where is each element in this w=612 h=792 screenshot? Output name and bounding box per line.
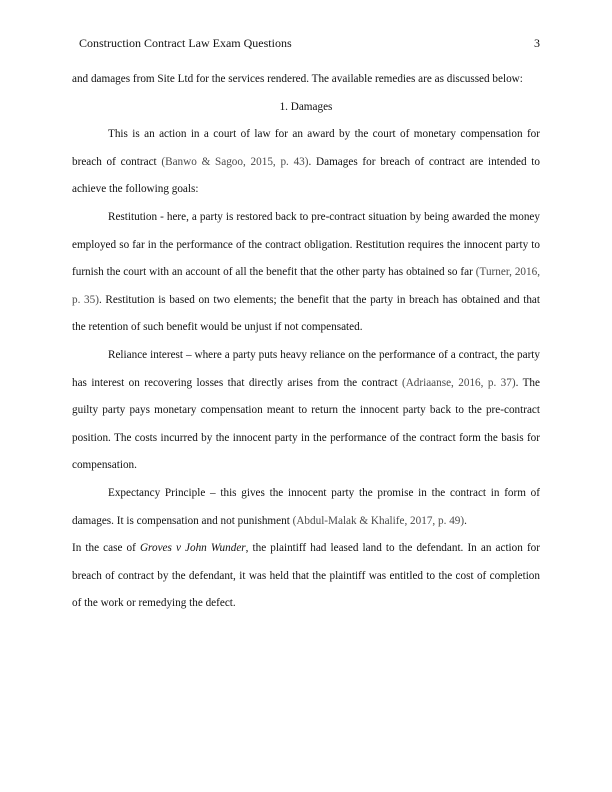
citation: (Turner, 2016, p. 35) <box>72 266 541 306</box>
citation: (Abdul-Malak & Khalife, 2017, p. 49) <box>292 514 465 527</box>
paragraph-damages-definition <box>72 121 540 204</box>
paragraph-text: Restitution - here, a party is restored back to pre-contract situation by being awarded the money employed so far in the performance of the contract obligation. Restitution requires the innocent party to furnish the court with an account of all the benefit that the other party has obtained so far <box>72 210 540 279</box>
case-name: Groves v John Wunder <box>139 542 246 555</box>
citation: (Banwo & Sagoo, 2015, p. 43) <box>161 155 309 168</box>
paragraph-reliance-interest <box>72 342 540 480</box>
paragraph-text: In the case of <box>72 542 140 555</box>
paragraph-text: , the plaintiff had leased land to the defendant. In an action for breach of contract by the defendant, it was held that the plaintiff was entitled to the cost of completion of the work or remedying the defect. <box>72 542 540 610</box>
paragraph-text: This is an action in a court of law for an award by the court of monetary compensation for breach of contract <box>72 128 540 168</box>
paragraph-expectancy-principle <box>72 480 540 535</box>
citation: (Adriaanse, 2016, p. 37) <box>401 376 516 389</box>
section-heading-damages: 1. Damages <box>279 100 333 113</box>
paragraph-text: . The guilty party pays monetary compensation meant to return the innocent party back to the pre-contract position. The costs incurred by the innocent party in the performance of the contract form the basis for compensation. <box>72 376 540 472</box>
paragraph-continuation: and damages from Site Ltd for the services rendered. The available remedies are as discussed below: <box>72 73 523 85</box>
paragraph-case-example <box>72 535 540 618</box>
paragraph-text: Reliance interest – where a party puts heavy reliance on the performance of a contract, the party has interest on recovering losses that directly arises from the contract <box>72 348 540 389</box>
paragraph-restitution <box>72 204 540 342</box>
page-number: 3 <box>534 36 540 50</box>
paragraph-text: Expectancy Principle – this gives the innocent party the promise in the contract in form of damages. It is compensation and not punishment <box>72 486 540 527</box>
document-body <box>72 66 540 618</box>
paragraph-text: . Restitution is based on two elements; the benefit that the party in breach has obtained and that the retention of such benefit would be unjust if not compensated. <box>72 293 540 334</box>
running-header-title: Construction Contract Law Exam Questions <box>79 36 292 50</box>
paragraph-text: . Damages for breach of contract are intended to achieve the following goals: <box>72 155 540 196</box>
paragraph-text: . <box>464 514 467 527</box>
